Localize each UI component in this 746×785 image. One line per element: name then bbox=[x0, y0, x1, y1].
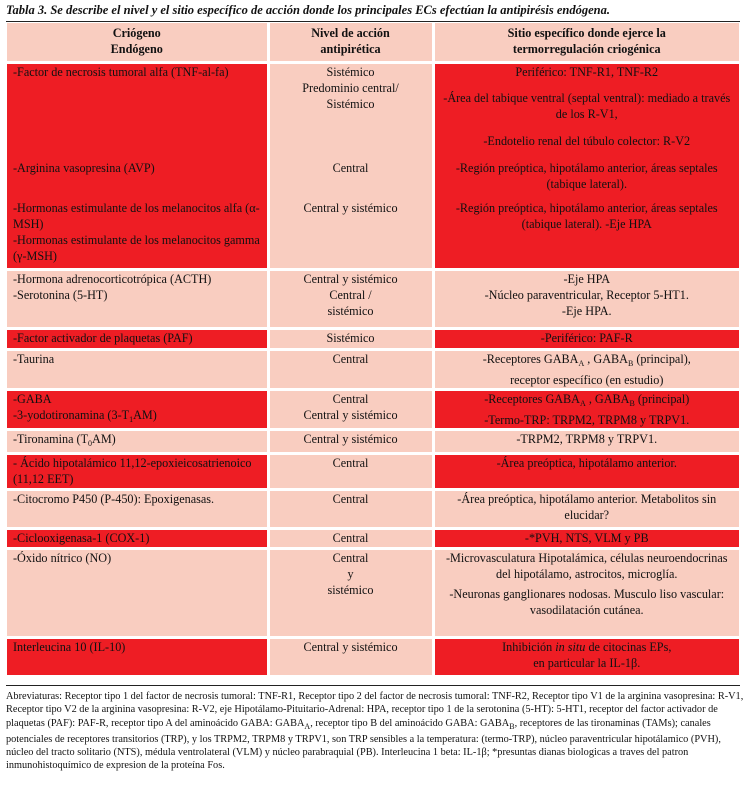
cell-tironamina-sitio: -TRPM2, TRPM8 y TRPV1. bbox=[433, 430, 739, 454]
table-row-msh bbox=[7, 200, 739, 270]
acth-nivel-a: Central y sistémico bbox=[303, 272, 398, 286]
msh-gamma: -Hormonas estimulante de los melanocitos gamma (γ-MSH) bbox=[13, 233, 260, 263]
acth-sitio-a: -Eje HPA bbox=[563, 272, 611, 286]
table-row-no bbox=[7, 549, 739, 638]
cell-taurina: -Taurina bbox=[7, 350, 268, 390]
abbreviations-note: Abreviaturas: Receptor tipo 1 del factor de necrosis tumoral: TNF-R1, Receptor tipo 2 del factor de necrosis tumoral: TNF-R2, Receptor tipo V1 de la arginina vasopresina: R-V1, Receptor tipo V2 de la arginina vasopresina: R-V2, eje Hipotálamo-Pituitario-Adrenal: HPA, receptor tipo 1 de la serotonina (5-HT): 5-HT1, receptor del factor activador de plaquetas (PAF): PAF-R, receptor tipo A del aminoácido GABA: $GABA_A$, receptor tipo B del aminoácido GABA: $GABA_B$, receptores de las tironaminas (TAMs); canales potenciales de receptores transitorios (TRP), y los TRPM2, TRPM8 y TRPV1, son TRP sensibles a la temperatura: (termo-TRP), núcleo paraventricular hipotálamico (PVH), núcleo del tracto solitario (NTS), médula ventrolateral (VLM) y núcleo parabraquial (PB). Interleucina 1 beta: IL-1β; *presuntas dianas biologicas a traves del patron inmunohistoquímico de expresion de la proteína Fos. bbox=[6, 691, 744, 772]
data-table bbox=[7, 23, 739, 675]
cell-gaba-nivel bbox=[268, 390, 433, 430]
cell-citocromo: -Citocromo P450 (P-450): Epoxigenasas. bbox=[7, 490, 268, 529]
cell-paf: -Factor activador de plaquetas (PAF) bbox=[7, 329, 268, 350]
cell-msh-nivel: Central y sistémico bbox=[268, 200, 433, 270]
table-row-taurina bbox=[7, 350, 739, 390]
cell-no-sitio bbox=[433, 549, 739, 638]
acth-name: -Hormona adrenocorticotrópica (ACTH) bbox=[13, 272, 212, 286]
gaba-sitio-a: -Receptores $GABA_A$ , $GABA_B$ (principal) bbox=[484, 392, 690, 408]
cell-citocromo-sitio: -Área preóptica, hipotálamo anterior. Metabolitos sin elucidar? bbox=[433, 490, 739, 529]
cell-acido-sitio: -Área preóptica, hipotálamo anterior. bbox=[433, 454, 739, 490]
header-col2-line2: antipirética bbox=[320, 42, 381, 56]
cell-il10-sitio bbox=[433, 638, 739, 676]
gaba-sitio-b: -Termo-TRP: TRPM2, TRPM8 y TRPV1. bbox=[484, 413, 690, 427]
cell-no-nivel bbox=[268, 549, 433, 638]
gaba-nivel-a: Central bbox=[332, 392, 369, 406]
cell-avp: -Arginina vasopresina (AVP) bbox=[7, 160, 268, 200]
cell-avp-sitio: -Región preóptica, hipotálamo anterior, áreas septales (tabique lateral). bbox=[433, 160, 739, 200]
cell-cox-nivel: Central bbox=[268, 529, 433, 549]
no-nivel-c: sistémico bbox=[327, 583, 374, 597]
acth-nivel-c: sistémico bbox=[327, 304, 374, 318]
taurina-sitio-a: -Receptores $GABA_A$ , $GABA_B$ (principal), bbox=[482, 352, 691, 368]
t1am-name: -3-yodotironamina $(3-T_1AM)$ bbox=[13, 408, 157, 424]
cell-msh bbox=[7, 200, 268, 270]
header-col-criogeno bbox=[7, 23, 268, 63]
cell-acido: - Ácido hipotalámico 11,12-epoxieicosatrienoico (11,12 EET) bbox=[7, 454, 268, 490]
cell-acido-nivel: Central bbox=[268, 454, 433, 490]
cell-paf-sitio: -Periférico: PAF-R bbox=[433, 329, 739, 350]
table-row-gaba bbox=[7, 390, 739, 430]
table-row-paf bbox=[7, 329, 739, 350]
tnf-sitio-a: Periférico: TNF-R1, TNF-R2 bbox=[515, 65, 659, 79]
cell-tnf-sitio bbox=[433, 63, 739, 161]
table-row-citocromo bbox=[7, 490, 739, 529]
table-caption: Tabla 3. Se describe el nivel y el sitio específico de acción donde los principales ECs efectúan la antipirésis endógena. bbox=[6, 3, 610, 17]
cell-il10-nivel: Central y sistémico bbox=[268, 638, 433, 676]
cell-gaba-sitio bbox=[433, 390, 739, 430]
header-col3-line2: termorregulación criogénica bbox=[512, 42, 661, 56]
no-sitio-b: -Neuronas ganglionares nodosas. Musculo liso vascular: vasodilatación cutánea. bbox=[449, 587, 725, 617]
cell-paf-nivel: Sistémico bbox=[268, 329, 433, 350]
tnf-sitio-c: -Endotelio renal del túbulo colector: R-V2 bbox=[483, 134, 691, 148]
msh-alfa: -Hormonas estimulante de los melanocitos alfa (α-MSH) bbox=[13, 201, 260, 231]
tnf-nivel-a: Sistémico bbox=[326, 65, 375, 79]
cell-cox-sitio: -*PVH, NTS, VLM y PB bbox=[433, 529, 739, 549]
cell-tnf-nivel bbox=[268, 63, 433, 161]
header-col2-line1: Nivel de acción bbox=[311, 26, 390, 40]
header-col-sitio bbox=[433, 23, 739, 63]
top-rule bbox=[6, 21, 740, 22]
table-row-il10 bbox=[7, 638, 739, 676]
acth-sitio-b: -Núcleo paraventricular, Receptor 5-HT1. bbox=[484, 288, 689, 302]
acth-nivel-b: Central / bbox=[329, 288, 372, 302]
gaba-nivel-b: Central y sistémico bbox=[303, 408, 398, 422]
cell-citocromo-nivel: Central bbox=[268, 490, 433, 529]
table-row-tironamina bbox=[7, 430, 739, 454]
cell-avp-nivel: Central bbox=[268, 160, 433, 200]
cell-cox: -Ciclooxigenasa-1 (COX-1) bbox=[7, 529, 268, 549]
serotonina-name: -Serotonina (5-HT) bbox=[13, 288, 108, 302]
cell-no: -Óxido nítrico (NO) bbox=[7, 549, 268, 638]
cell-acth bbox=[7, 270, 268, 329]
il10-sitio-b: en particular la IL-1β. bbox=[533, 656, 641, 670]
table-row-cox bbox=[7, 529, 739, 549]
cell-gaba bbox=[7, 390, 268, 430]
cell-msh-sitio: -Región preóptica, hipotálamo anterior, áreas septales (tabique lateral). -Eje HPA bbox=[433, 200, 739, 270]
table-row-avp bbox=[7, 160, 739, 200]
cell-taurina-sitio bbox=[433, 350, 739, 390]
taurina-sitio-b: receptor específico (en estudio) bbox=[510, 373, 664, 387]
header-col3-line1: Sitio específico donde ejerce la bbox=[507, 26, 666, 40]
table-row-acido bbox=[7, 454, 739, 490]
header-col1-line1: Criógeno bbox=[112, 26, 161, 40]
header-row bbox=[7, 23, 739, 63]
table-row-tnf bbox=[7, 63, 739, 161]
header-col1-line2: Endógeno bbox=[110, 42, 163, 56]
cell-il10: Interleucina 10 (IL-10) bbox=[7, 638, 268, 676]
bottom-rule bbox=[6, 685, 740, 686]
no-nivel-b: y bbox=[347, 567, 354, 581]
cell-acth-sitio bbox=[433, 270, 739, 329]
header-col-nivel bbox=[268, 23, 433, 63]
gaba-name: -GABA bbox=[13, 392, 52, 406]
cell-acth-nivel bbox=[268, 270, 433, 329]
tnf-sitio-b: -Área del tabique ventral (septal ventral): mediado a través de los R-V1, bbox=[443, 91, 731, 121]
cell-tironamina: -Tironamina $(T_0AM)$ bbox=[7, 430, 268, 454]
acth-sitio-c: -Eje HPA. bbox=[561, 304, 612, 318]
table-row-acth bbox=[7, 270, 739, 329]
cell-taurina-nivel: Central bbox=[268, 350, 433, 390]
cell-tnf: -Factor de necrosis tumoral alfa (TNF-al-fa) bbox=[7, 63, 268, 161]
cell-tironamina-nivel: Central y sistémico bbox=[268, 430, 433, 454]
no-nivel-a: Central bbox=[332, 551, 369, 565]
il10-sitio-a: Inhibición in situ de citocinas EPs, bbox=[502, 640, 672, 654]
no-sitio-a: -Microvasculatura Hipotalámica, células neuroendocrinas del hipotálamo, astrocitos, microglía. bbox=[445, 551, 728, 581]
tnf-nivel-b: Predominio central/ Sistémico bbox=[302, 81, 399, 111]
